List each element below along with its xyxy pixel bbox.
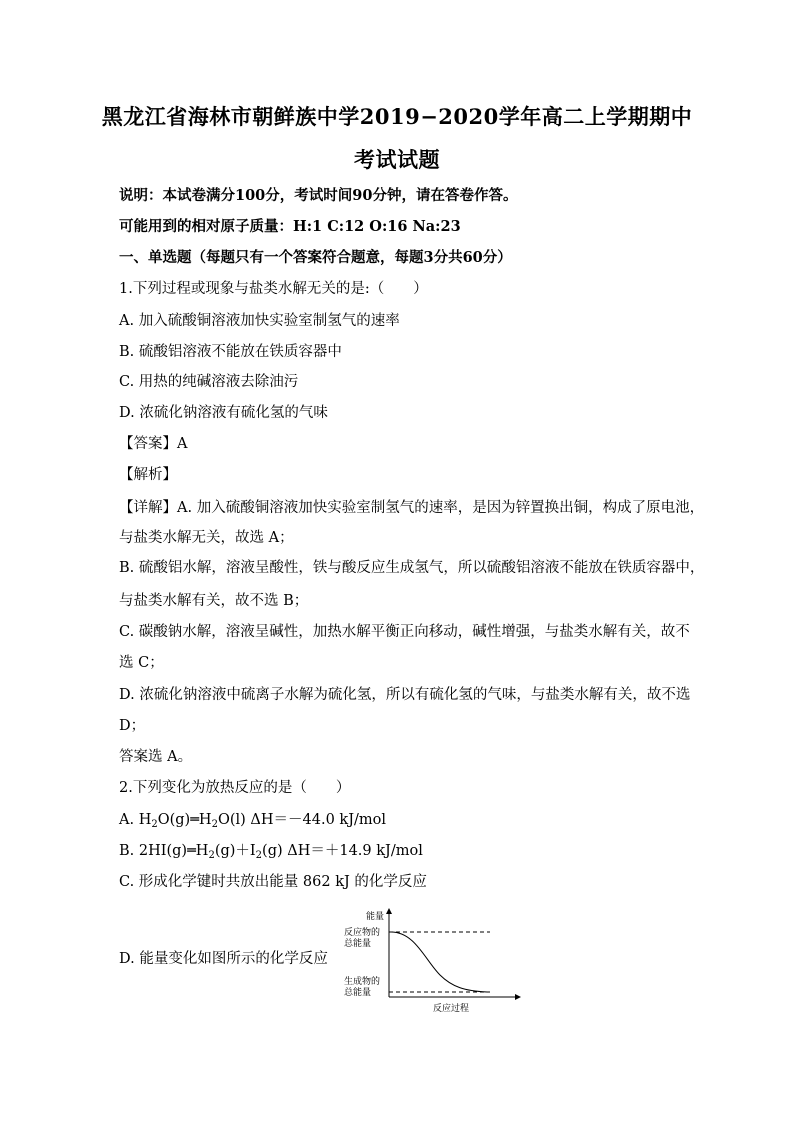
y-axis-label: 能量 bbox=[366, 912, 385, 922]
q1-option-b: B. 硫酸铝溶液不能放在铁质容器中 bbox=[119, 344, 342, 360]
q1-detail-b-line-1: B. 硫酸铝水解，溶液呈酸性，铁与酸反应生成氢气，所以硫酸铝溶液不能放在铁质容器中， bbox=[119, 560, 705, 576]
reactant-energy-label-line-2: 总能量 bbox=[344, 939, 372, 949]
q1-detail-c-line-1: C. 碳酸钠水解，溶液呈碱性，加热水解平衡正向移动，碱性增强，与盐类水解有关，故不 bbox=[119, 624, 690, 640]
q1-detail-a-line-1: 【详解】A. 加入硫酸铜溶液加快实验室制氢气的速率，是因为锌置换出铜，构成了原电池， bbox=[119, 500, 705, 516]
q1-analysis-label: 【解析】 bbox=[119, 467, 177, 483]
x-axis-label: 反应过程 bbox=[433, 1004, 470, 1014]
q2-stem: 2.下列变化为放热反应的是（ ） bbox=[119, 780, 351, 796]
document-title-line-2: 考试试题 bbox=[354, 147, 440, 172]
q1-answer: 【答案】A bbox=[119, 436, 188, 452]
energy-diagram bbox=[330, 905, 530, 1017]
q2-option-c: C. 形成化学键时共放出能量 862 kJ 的化学反应 bbox=[119, 874, 427, 890]
q1-detail-d-line-1: D. 浓硫化钠溶液中硫离子水解为硫化氢，所以有硫化氢的气味，与盐类水解有关，故不选 bbox=[119, 687, 691, 703]
q1-detail-d-line-2: D； bbox=[119, 718, 146, 734]
atomic-mass-note: 可能用到的相对原子质量：H:1 C:12 O:16 Na:23 bbox=[119, 218, 461, 235]
q1-detail-a-line-2: 与盐类水解无关，故选 A； bbox=[119, 530, 294, 546]
document-title-line-1: 黑龙江省海林市朝鲜族中学2019−2020学年高二上学期期中 bbox=[101, 104, 693, 129]
energy-curve bbox=[391, 932, 487, 992]
q2-option-d: D. 能量变化如图所示的化学反应 bbox=[119, 951, 328, 967]
product-energy-label-line-1: 生成物的 bbox=[344, 977, 381, 987]
q1-detail-c-line-2: 选 C； bbox=[119, 655, 164, 671]
q1-option-c: C. 用热的纯碱溶液去除油污 bbox=[119, 374, 299, 390]
q1-detail-b-line-2: 与盐类水解有关，故不选 B； bbox=[119, 593, 309, 609]
section-heading: 一、单选题（每题只有一个答案符合题意，每题3分共60分） bbox=[119, 249, 512, 266]
q1-conclusion: 答案选 A。 bbox=[119, 749, 193, 765]
q1-option-a: A. 加入硫酸铜溶液加快实验室制氢气的速率 bbox=[119, 313, 400, 329]
q1-option-d: D. 浓硫化钠溶液有硫化氢的气味 bbox=[119, 405, 328, 421]
product-energy-label-line-2: 总能量 bbox=[344, 988, 372, 998]
reactant-energy-label-line-1: 反应物的 bbox=[344, 928, 381, 938]
q1-stem: 1.下列过程或现象与盐类水解无关的是:（ ） bbox=[119, 281, 428, 297]
energy-diagram-svg bbox=[330, 905, 530, 1017]
exam-instructions: 说明：本试卷满分100分，考试时间90分钟，请在答卷作答。 bbox=[119, 187, 518, 204]
q2-option-b: B. $2HI(g)═H_2(g)+I_2(g)$ ΔH＝＋14.9 kJ/mol bbox=[119, 843, 423, 861]
q2-option-a: A. $H_2O(g)═H_2O(l)$ ΔH＝－44.0 kJ/mol bbox=[119, 812, 387, 830]
